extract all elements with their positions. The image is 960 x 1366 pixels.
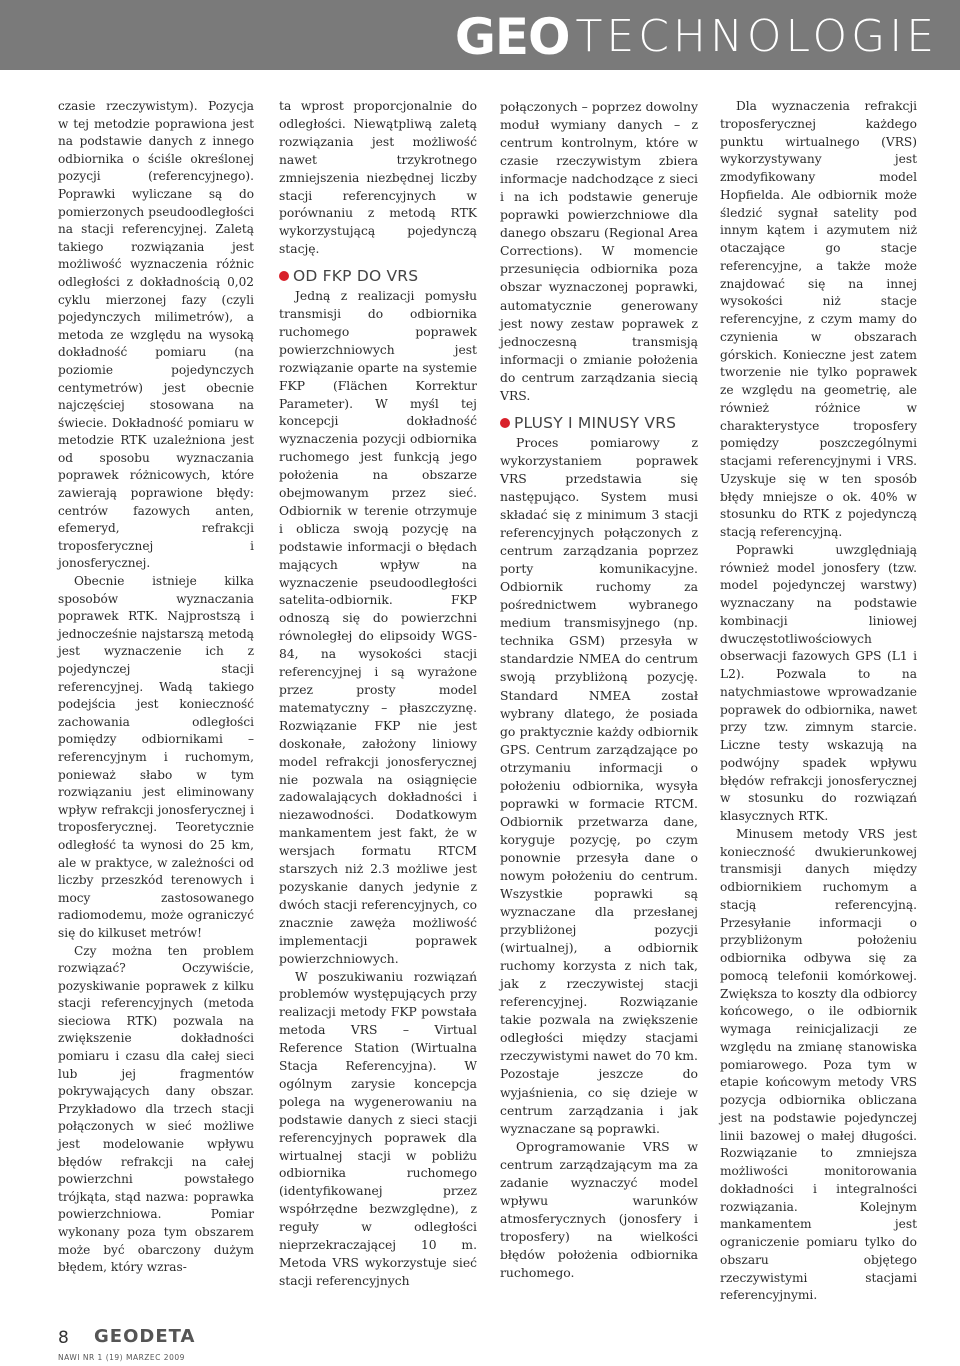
paragraph: czasie rzeczywistym). Pozycja w tej metodzie poprawiona jest na podstawie danych z innego odbiornika o ściśle określonej pozycji (referencyjnego). Poprawki wyliczane są do pomierzonych pseudoodległości na stacji referencyjnej. Zaletą takiego rozwiązania jest możliwość wyznaczenia różnic odległości z dokładnością 0,02 cyklu mierzonej fazy (czyli pojedynczych milimetrów), a metoda ze względu na wysoką dokładność pomiaru (na poziomie pojedynczych centymetrów) jest obecnie najczęściej stosowana na świecie. Dokładność pomiaru w metodzie RTK uzależniona jest od sposobu wyznaczania poprawek różnicowych, które zawierają poprawione błędy: centrów fazowych anten, efemeryd, refrakcji troposferycznej i jonosferycznej. bbox=[58, 99, 254, 571]
paragraph: Minusem metody VRS jest konieczność dwukierunkowej transmisji danych między odbiornikiem ruchomym a stacją referencyjną. Przesyłanie informacji o przybliżonym położeniu odbiornika odbywa się za pomocą telefonii komórkowej. Zwiększa to koszty dla odbiorcy końcowego, o ile odbiornik wymaga reinicjalizacji ze względu na zmianę stanowiska pomiarowego. Poza tym w etapie końcowym metody VRS pozycja odbiornika obliczana jest na podstawie pojedynczej linii bazowej o małej długości. Rozwiązanie to zmniejsza możliwości monitorowania dokładności i integralności rozwiązania. Kolejnym mankamentem jest ograniczenie pomiaru tylko do obszaru objętego rzeczywistymi stacjami referencyjnymi. bbox=[720, 826, 917, 1303]
magazine-logo: GEODETA bbox=[94, 1326, 196, 1347]
section-heading bbox=[279, 268, 477, 286]
article-column-1 bbox=[58, 98, 254, 1277]
paragraph: Proces pomiarowy z wykorzystaniem poprawek VRS przedstawia się następująco. System musi składać się z minimum 3 stacji referencyjnych połączonych z centrum zarządzania poprzez porty komunikacyjne. Odbiornik ruchomy za pośrednictwem wybranego medium transmisyjnego (np. technika GSM) przesyła w standardzie NMEA do centrum swoją przybliżoną pozycję. Standard NMEA został wybrany dlatego, że posiada go praktycznie każdy odbiornik GPS. Centrum zarządzające po otrzymaniu informacji o położeniu odbiornika, wysyła poprawki w formacie RTCM. Odbiornik przetwarza dane, koryguje pozycję, po czym ponownie przesyła dane o nowym położeniu do centrum. Wszystkie poprawki są wyznaczane dla przesłanej przybliżonej pozycji (wirtualnej), a odbiornik ruchomy korzysta z nich tak, jak z rzeczywistej stacji referencyjnej. Rozwiązanie takie pozwala na zwiększenie odległości między stacjami rzeczywistymi nawet do 70 km. Pozostaje jeszcze do wyjaśnienia, co się dzieje w centrum zarządzania i jak wyznaczane są poprawki. bbox=[500, 434, 698, 1136]
article-column-4 bbox=[720, 98, 917, 1305]
article-column-3 bbox=[500, 98, 698, 1282]
brand-technologie: TECHNOLOGIE bbox=[575, 11, 938, 62]
paragraph: Czy można ten problem rozwiązać? Oczywiście, pozyskiwanie poprawek z kilku stacji referencyjnych (metoda sieciowa RTK) pozwala na zwiększenie dokładności pomiaru i czasu dla całej sieci lub jej fragmentów pokrywających dany obszar. Przykładowo dla trzech stacji połączonych w sieć możliwe jest modelowanie wpływu błędów refrakcji na całej powierzchni powstałego trójkąta, stąd nazwa: poprawka powierzchniowa. Pomiar wykonany poza tym obszarem może być obarczony dużym błędem, który wzras- bbox=[58, 943, 254, 1275]
section-brand bbox=[454, 8, 938, 66]
issue-info: NAWI NR 1 (19) MARZEC 2009 bbox=[58, 1353, 185, 1362]
brand-geo: GEO bbox=[454, 8, 570, 66]
paragraph: Oprogramowanie VRS w centrum zarządzającym ma za zadanie wyznaczyć model wpływu warunków atmosferycznych (jonosfery i troposfery) na wielkości błędów położenia odbiornika ruchomego. bbox=[500, 1138, 698, 1280]
paragraph: Jedną z realizacji pomysłu transmisji do odbiornika ruchomego poprawek powierzchniowych jest rozwiązanie oparte na systemie FKP (Flächen Korrektur Parameter). W myśl tej koncepcji dokładność wyznaczenia pozycji odbiornika ruchomego jest funkcją jego położenia na obszarze obejmowanym przez sieć. Odbiornik w terenie otrzymuje i oblicza swoją pozycję na podstawie informacji o błędach mających wpływ na wyznaczenie pseudoodległości satelita-odbiornik. FKP odnoszą się do powierzchni równoległej do elipsoidy WGS-84, na wysokości stacji referencyjnej i są wyrażone przez prosty model matematyczny – płaszczyznę. Rozwiązanie FKP nie jest doskonałe, założony liniowy model refrakcji jonosferycznej nie pozwala na osiągnięcie zadowalających dokładności i niezawodności. Dodatkowym mankamentem jest fakt, że w wersjach formatu RTCM starszych niż 2.3 możliwe jest pozyskanie danych jedynie z dwóch stacji referencyjnych, co znacznie zawęża możliwość implementacji poprawek powierzchniowych. bbox=[279, 289, 477, 966]
bullet-icon bbox=[279, 271, 289, 281]
header-bar bbox=[0, 0, 960, 70]
paragraph: Poprawki uwzględniają również model jonosfery (tzw. model pojedynczej warstwy) wyznaczany na podstawie kombinacji liniowej dwuczęstotliwościowych obserwacji fazowych GPS (L1 i L2). Pozwala to na natychmiastowe wprowadzanie poprawek do odbiornika, nawet przy tzw. zimnym starcie. Liczne testy wskazują na podwójny spadek wpływu błędów refrakcji jonosferycznej w stosunku do rozwiązań klasycznych RTK. bbox=[720, 542, 917, 823]
paragraph: Obecnie istnieje kilka sposobów wyznaczania poprawek RTK. Najprostszą i jednocześnie najstarszą metodą jest wyznaczenie ich z pojedynczej stacji referencyjnej. Wadą takiego podejścia jest konieczność zachowania odległości pomiędzy odbiornikami – referencyjnym i ruchomym, ponieważ słabo w tym rozwiązaniu jest eliminowany wpływ refrakcji jonosferycznej i troposferycznej. Teoretycznie odległość ta wynosi do 25 km, ale w praktyce, w zależności od liczby przeszkód terenowych i mocy zastosowanego radiomodemu, może ograniczyć się do kilkuset metrów! bbox=[58, 574, 254, 940]
section-heading bbox=[500, 414, 698, 432]
bullet-icon bbox=[500, 418, 510, 428]
section-heading-text: PLUSY I MINUSY VRS bbox=[514, 413, 677, 432]
page-footer bbox=[58, 1326, 358, 1366]
section-heading-text: OD FKP DO VRS bbox=[293, 267, 419, 286]
page-number: 8 bbox=[58, 1328, 69, 1348]
paragraph: ta wprost proporcjonalnie do odległości. Niewątpliwą zaletą rozwiązania jest możliwość nawet trzykrotnego zmniejszenia niezbędnej liczby stacji referencyjnych w porównaniu z metodą RTK wykorzystującą pojedynczą stację. bbox=[279, 99, 477, 257]
paragraph: W poszukiwaniu rozwiązań problemów występujących przy realizacji metody FKP powstała metoda VRS – Virtual Reference Station (Wirtualna Stacja Referencyjna). W ogólnym zarysie koncepcja polega na wygenerowaniu na podstawie danych z sieci stacji referencyjnych poprawek dla wirtualnej stacji w pobliżu odbiornika ruchomego (identyfikowanej przez współrzędne bezwzględne), z reguły w odległości nieprzekraczającej 10 m. Metoda VRS wykorzystuje sieć stacji referencyjnych bbox=[279, 969, 477, 1288]
paragraph: połączonych – poprzez dowolny moduł wymiany danych – z centrum kontrolnym, które w czasie rzeczywistym zbiera informacje nadchodzące z sieci i na ich podstawie generuje poprawki powierzchniowe dla danego obszaru (Regional Area Corrections). W momencie przesunięcia odbiornika poza obszar wyznaczonej poprawki, automatycznie generowany jest nowy zestaw poprawek z jednoczesną transmisją informacji o zmianie położenia do centrum zarządzania siecią VRS. bbox=[500, 99, 698, 403]
article-column-2 bbox=[279, 98, 477, 1291]
paragraph: Dla wyznaczenia refrakcji troposferycznej każdego punktu wirtualnego (VRS) wykorzystywany jest zmodyfikowany model Hopfielda. Ale odbiornik może śledzić sygnał satelity pod innym kątem i azymutem niż otaczające go stacje referencyjne, a także może znajdować się na innej wysokości niż stacje referencyjne, z czym mamy do czynienia w obszarach górskich. Konieczne jest zatem tworzenie nie tylko poprawek ze względu na geometrię, ale również różnice w charakterystyce troposfery pomiędzy poszczególnymi stacjami referencyjnymi i VRS. Uzyskuje się w ten sposób błędy mniejsze o ok. 40% w stosunku do RTK z pojedynczą stacją referencyjną. bbox=[720, 99, 917, 539]
